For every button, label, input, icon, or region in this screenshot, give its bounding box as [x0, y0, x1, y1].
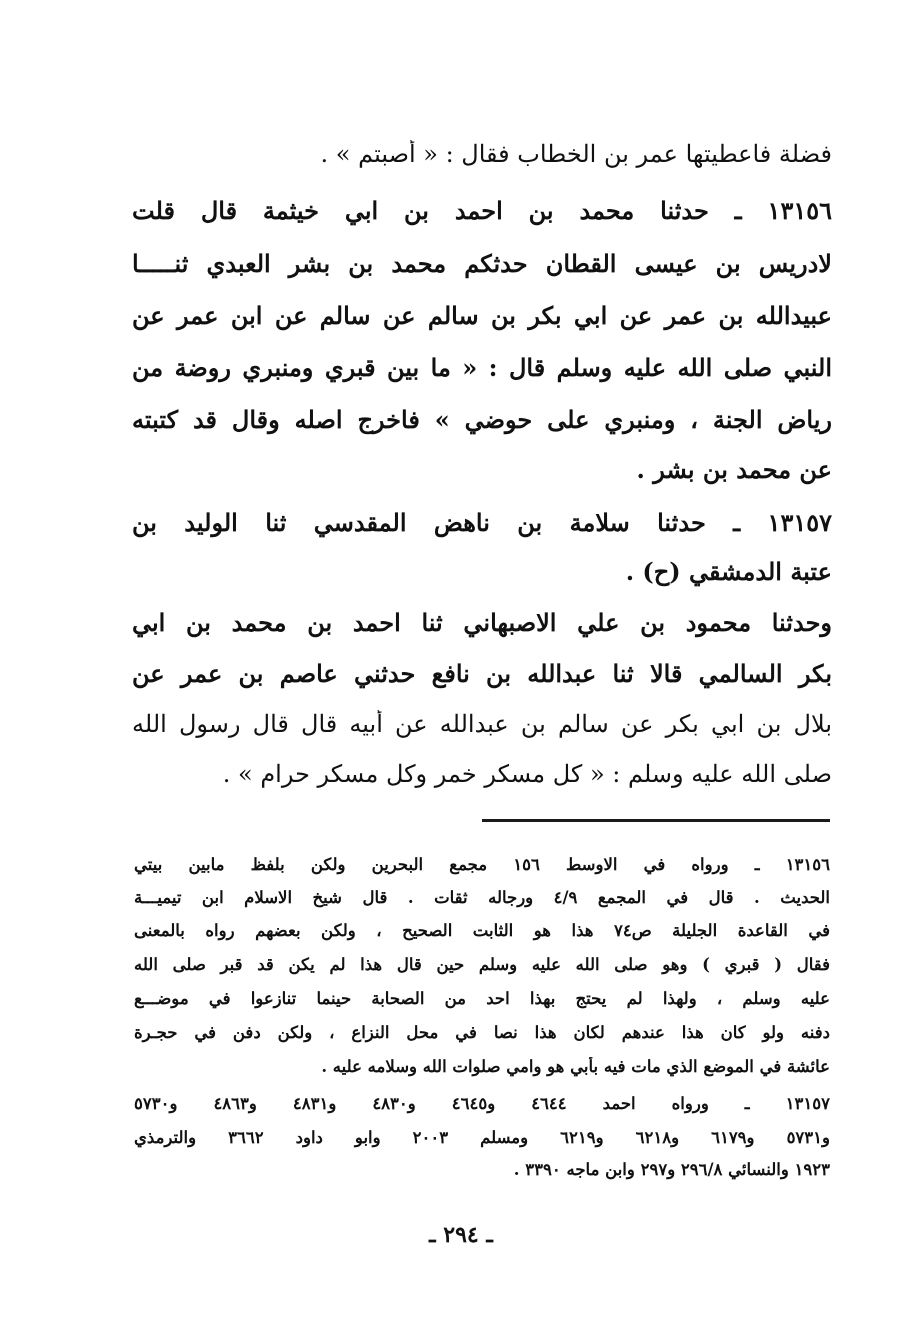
footnote-line: في القاعدة الجليلة ص٧٤ هذا هو الثابت الصحيح ، ولكن بعضهم رواه بالمعنى	[134, 921, 830, 940]
page-number: ـ ٢٩٤ ـ	[429, 1222, 493, 1248]
text-line: صلى الله عليه وسلم : « كل مسكر خمر وكل مسكر حرام » .	[222, 760, 832, 788]
footnote-line: ١٩٢٣ والنسائي ٢٩٦/٨ و٢٩٧ وابن ماجه ٣٣٩٠ .	[513, 1160, 830, 1179]
footnote-separator	[482, 819, 830, 822]
footnote-line: عليه وسلم ، ولهذا لم يحتج بهذا احد من الصحابة حينما تنازعوا في موضـــع	[134, 989, 830, 1008]
text-line: وحدثنا محمود بن علي الاصبهاني ثنا احمد بن محمد بن ابي	[132, 609, 832, 637]
footnote-line: ١٣١٥٦ ـ ورواه في الاوسط ١٥٦ مجمع البحرين ولكن بلفظ مابين بيتي	[134, 855, 830, 874]
text-line: عتبة الدمشقي (ح) .	[625, 558, 832, 586]
text-line: عبيدالله بن عمر عن ابي بكر بن سالم عن سالم عن ابن عمر عن	[132, 302, 832, 330]
text-line: بلال بن ابي بكر عن سالم بن عبدالله عن أبيه قال قال رسول الله	[132, 710, 832, 738]
text-line: عن محمد بن بشر .	[636, 456, 832, 484]
footnote-line: و٥٧٣١ و٦١٧٩ و٦٢١٨ و٦٢١٩ ومسلم ٢٠٠٣ وابو داود ٣٦٦٢ والترمذي	[134, 1128, 830, 1147]
text-line: النبي صلى الله عليه وسلم قال : « ما بين قبري ومنبري روضة من	[132, 354, 832, 382]
hadith-13156-heading-line: ١٣١٥٦ ـ حدثنا محمد بن احمد بن ابي خيثمة قال قلت	[132, 197, 832, 225]
footnote-line: عائشة في الموضع الذي مات فيه بأبي هو وامي صلوات الله وسلامه عليه .	[321, 1057, 830, 1076]
hadith-13157-heading-line: ١٣١٥٧ ـ حدثنا سلامة بن ناهض المقدسي ثنا الوليد بن	[132, 509, 832, 537]
footnote-line: دفنه ولو كان هذا عندهم لكان هذا نصا في محل النزاع ، ولكن دفن في حجـرة	[134, 1023, 830, 1042]
footnote-line: ١٣١٥٧ ـ ورواه احمد ٤٦٤٤ و٤٦٤٥ و٤٨٣٠ و٤٨٣١ و٤٨٦٣ و٥٧٣٠	[134, 1094, 830, 1113]
text-line: بكر السالمي قالا ثنا عبدالله بن نافع حدثني عاصم بن عمر عن	[132, 660, 832, 688]
footnote-line: فقال ( قبري ) وهو صلى الله عليه وسلم حين قال هذا لم يكن قد قبر صلى الله	[134, 955, 830, 974]
text-line: لادريس بن عيسى القطان حدثكم محمد بن بشر العبدي ثنـــــا	[132, 250, 832, 278]
text-line: فضلة فاعطيتها عمر بن الخطاب فقال : « أصبتم » .	[320, 140, 832, 168]
text-line: رياض الجنة ، ومنبري على حوضي » فاخرج اصله وقال قد كتبته	[132, 406, 832, 434]
footnote-line: الحديث . قال في المجمع ٤/٩ ورجاله ثقات . قال شيخ الاسلام ابن تيميـــة	[134, 888, 830, 907]
